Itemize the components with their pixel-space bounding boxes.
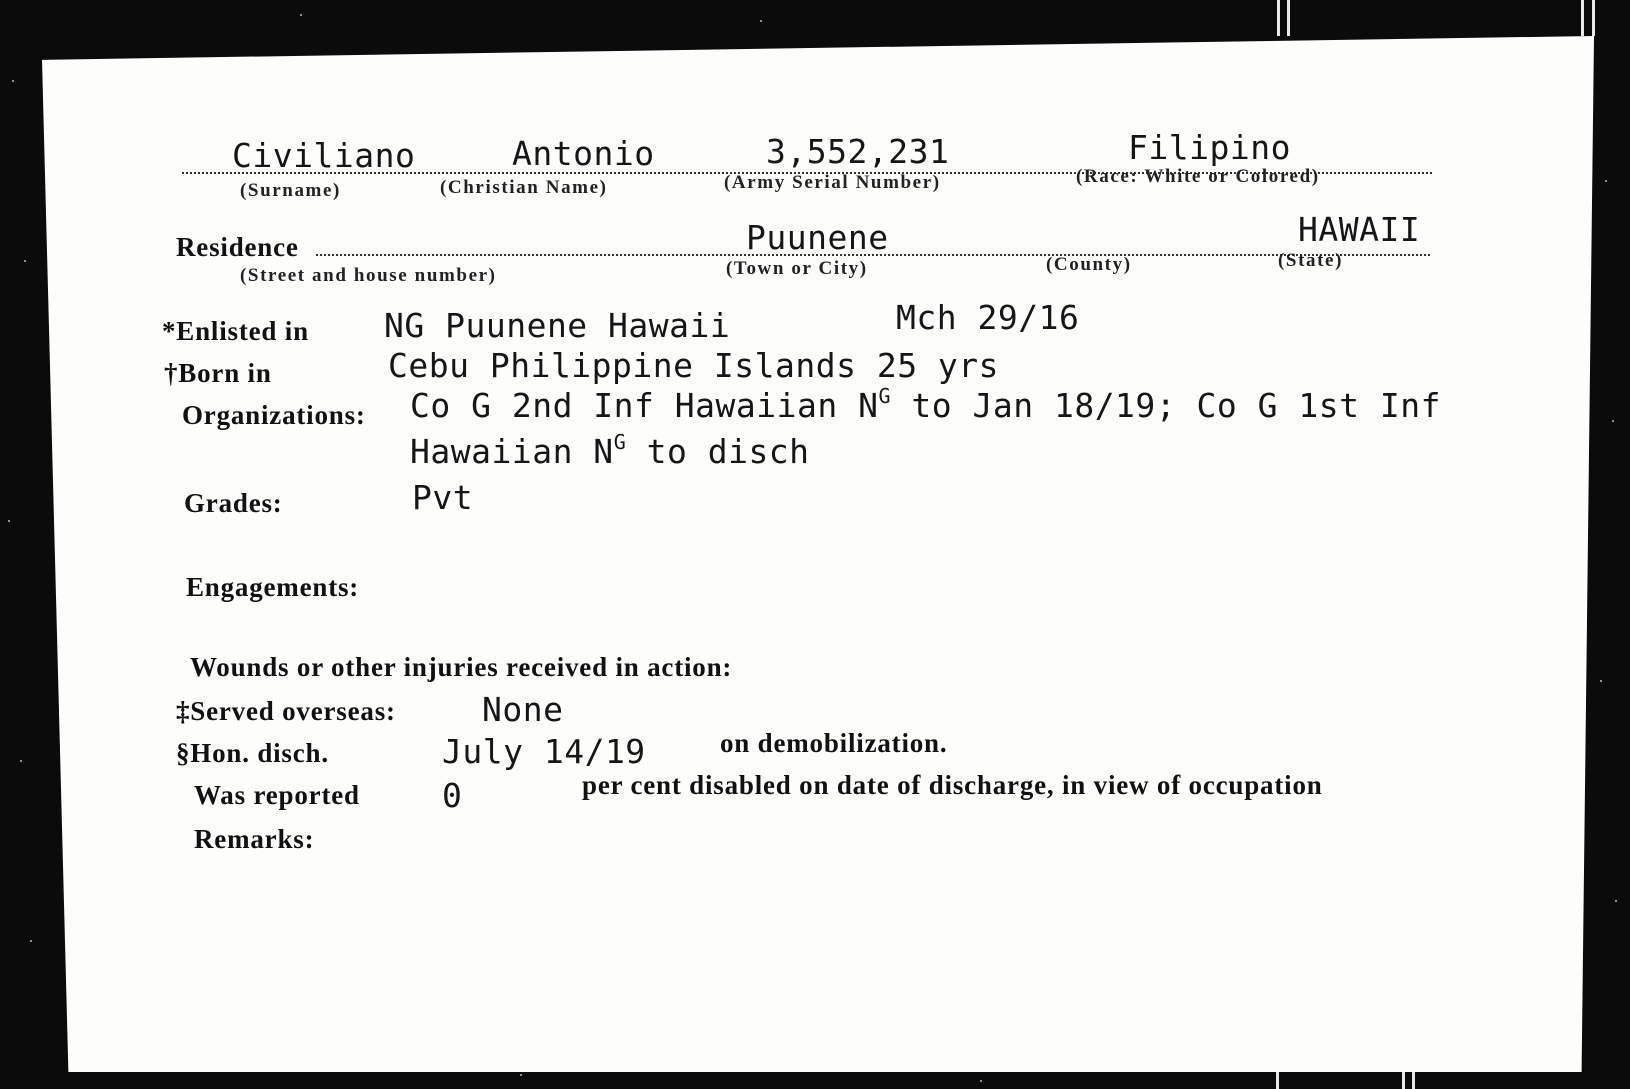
discharge-suffix: on demobilization. [720, 728, 948, 758]
film-speck [20, 760, 22, 762]
enlisted-date-value: Mch 29/16 [896, 298, 1080, 337]
county-caption: (County) [1046, 254, 1132, 275]
born-label: †Born in [164, 358, 272, 388]
street-caption: (Street and house number) [240, 265, 497, 286]
residence-label: Residence [176, 232, 299, 262]
state-caption: (State) [1278, 250, 1344, 271]
organizations-line-2-a: Hawaiian N [410, 432, 614, 471]
film-edge-line [1592, 0, 1595, 36]
organizations-line-1 [410, 386, 1441, 425]
film-speck [1600, 680, 1602, 682]
wounds-label: Wounds or other injuries received in action: [190, 652, 733, 682]
christian-name-caption: (Christian Name) [440, 177, 608, 198]
residence-state-value: HAWAII [1298, 210, 1421, 249]
reported-value: 0 [442, 776, 463, 815]
served-overseas-value: None [482, 690, 564, 729]
race-value: Filipino [1128, 128, 1291, 167]
organizations-label: Organizations: [182, 400, 366, 430]
born-value: Cebu Philippine Islands 25 yrs [388, 346, 1000, 385]
remarks-label: Remarks: [194, 824, 315, 854]
film-speck [8, 520, 10, 522]
film-speck [12, 80, 14, 82]
film-speck [300, 14, 302, 16]
christian-name-value: Antonio [512, 134, 655, 173]
film-edge-line [1581, 0, 1584, 36]
film-speck [1605, 180, 1607, 182]
organizations-line-1-superscript: G [878, 384, 892, 408]
discharge-date-value: July 14/19 [442, 732, 646, 771]
film-speck [1612, 420, 1614, 422]
enlisted-label: *Enlisted in [162, 316, 309, 346]
film-speck [1615, 900, 1617, 902]
race-caption: (Race: White or Colored) [1076, 166, 1320, 187]
organizations-line-1-a: Co G 2nd Inf Hawaiian N [410, 386, 879, 425]
discharge-label: §Hon. disch. [176, 738, 329, 768]
serial-number-caption: (Army Serial Number) [724, 172, 941, 193]
reported-label: Was reported [194, 780, 360, 810]
film-speck [30, 940, 32, 942]
grades-value: Pvt [412, 478, 474, 517]
film-speck [760, 20, 762, 22]
residence-town-value: Puunene [746, 218, 889, 257]
organizations-line-2 [410, 432, 810, 471]
surname-caption: (Surname) [240, 180, 341, 201]
served-overseas-label: ‡Served overseas: [176, 696, 396, 726]
engagements-label: Engagements: [186, 572, 360, 602]
film-speck [520, 1074, 522, 1076]
organizations-line-2-b: to disch [626, 432, 810, 471]
film-speck [24, 260, 26, 262]
surname-value: Civiliano [232, 136, 416, 175]
grades-label: Grades: [184, 488, 283, 518]
serial-number-value: 3,552,231 [766, 132, 950, 171]
film-speck [980, 1080, 982, 1082]
reported-suffix: per cent disabled on date of discharge, in view of occupation [582, 770, 1323, 800]
film-edge-line [1287, 0, 1290, 36]
organizations-line-1-b: to Jan 18/19; Co G 1st Inf [891, 386, 1441, 425]
organizations-line-2-superscript: G [613, 430, 627, 454]
town-caption: (Town or City) [726, 258, 868, 279]
enlisted-place-value: NG Puunene Hawaii [384, 306, 731, 345]
film-edge-line [1277, 0, 1280, 36]
